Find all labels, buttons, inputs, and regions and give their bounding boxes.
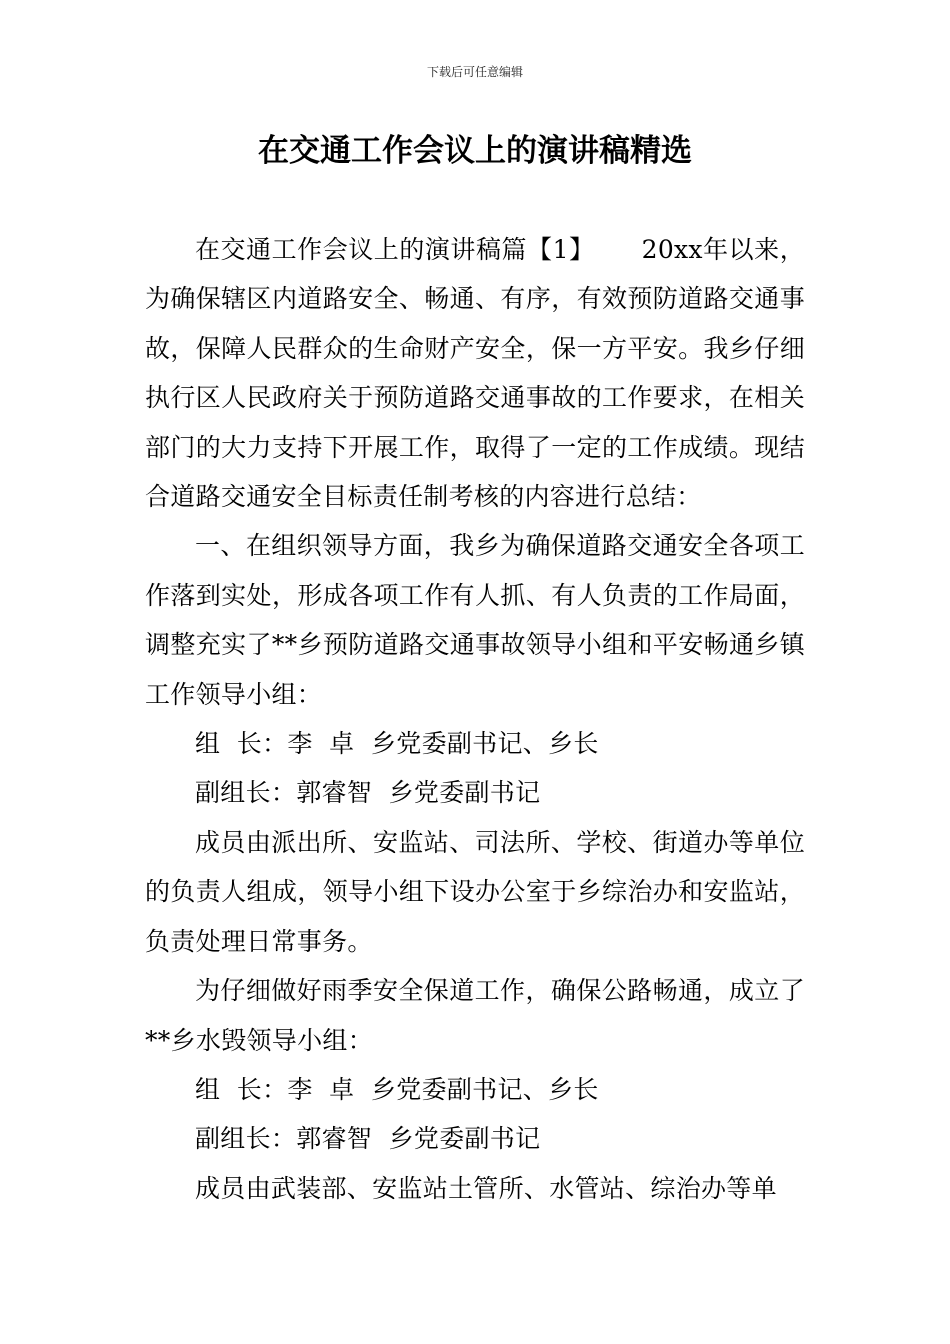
body-paragraph-flood-members: 成员由武装部、安监站土管所、水管站、综治办等单 [195,1173,777,1203]
flood-group-leader-line: 组 长：李 卓 乡党委副书记、乡长 [195,1074,599,1104]
body-paragraph-1: 在交通工作会议上的演讲稿篇【1】 20xx年以来，为确保辖区内道路安全、畅通、有序，有效预防道路交通事故，保障人民群众的生命财产安全，保一方平安。我乡仔细执行区人民政府关于预防道路交通事故的工作要求，在相关部门的大力支持下开展工作，取得了一定的工作成绩。现结合道路交通安全目标责任制考核的内容进行总结： [145,235,805,512]
body-paragraph-2: 一、在组织领导方面，我乡为确保道路交通安全各项工作落到实处，形成各项工作有人抓、有人负责的工作局面，调整充实了**乡预防道路交通事故领导小组和平安畅通乡镇工作领导小组： [145,531,805,709]
group-leader-line: 组 长：李 卓 乡党委副书记、乡长 [195,729,599,759]
body-paragraph-members: 成员由派出所、安监站、司法所、学校、街道办等单位的负责人组成，领导小组下设办公室于乡综治办和安监站，负责处理日常事务。 [145,827,805,956]
document-title: 在交通工作会议上的演讲稿精选 [258,133,692,169]
body-paragraph-flood-group: 为仔细做好雨季安全保道工作，确保公路畅通，成立了**乡水毁领导小组： [145,976,805,1055]
document-body [145,225,805,1213]
page-header-note: 下载后可任意编辑 [426,65,523,79]
flood-deputy-leader-line: 副组长：郭睿智 乡党委副书记 [195,1124,541,1154]
deputy-leader-line: 副组长：郭睿智 乡党委副书记 [195,778,541,808]
